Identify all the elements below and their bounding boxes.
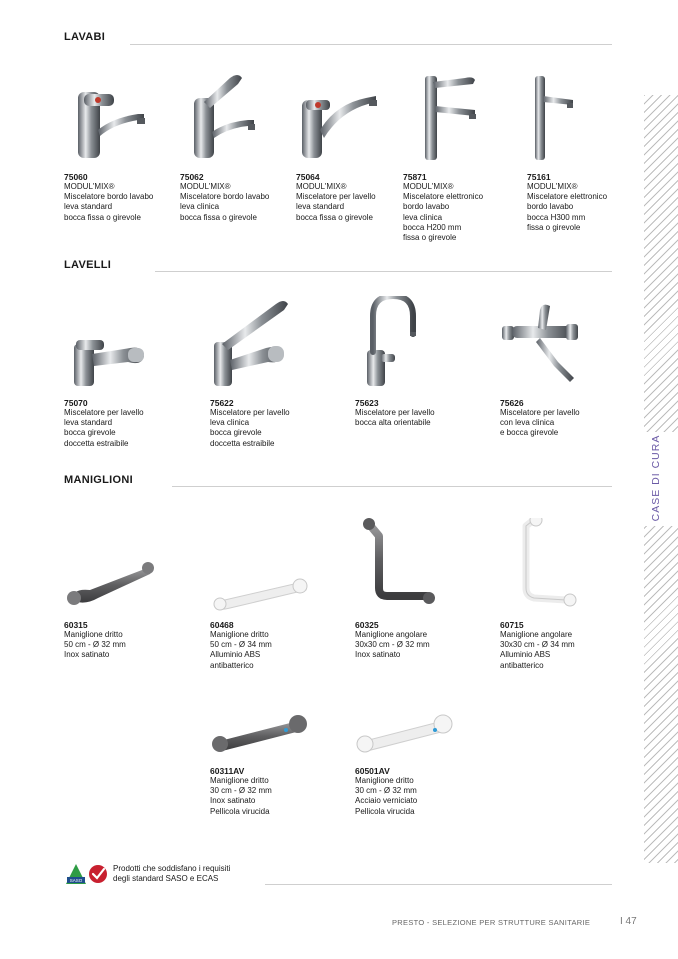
product-desc: Maniglione dritto bbox=[210, 776, 269, 785]
product-code: 75871 bbox=[403, 172, 427, 182]
product-75623 bbox=[355, 296, 465, 428]
product-desc: doccetta estraibile bbox=[210, 438, 275, 448]
product-desc: con leva clinica bbox=[500, 418, 555, 428]
product-code: 75623 bbox=[355, 398, 379, 408]
product-desc: Miscelatore per lavello bbox=[210, 408, 290, 417]
product-75871 bbox=[403, 70, 513, 243]
product-desc: bocca girevole bbox=[210, 428, 262, 438]
page-number: I 47 bbox=[620, 916, 637, 927]
product-code: 75060 bbox=[64, 172, 88, 182]
product-75622 bbox=[210, 296, 320, 449]
product-desc: MODUL'MIX® bbox=[180, 182, 231, 191]
saso-logo-text: SASO bbox=[69, 878, 83, 883]
product-desc: leva clinica bbox=[180, 202, 220, 212]
product-code: 75064 bbox=[296, 172, 320, 182]
product-desc: 30 cm - Ø 32 mm bbox=[355, 786, 417, 796]
product-desc: Miscelatore per lavello bbox=[64, 408, 144, 417]
product-desc: bordo lavabo bbox=[403, 202, 450, 212]
product-code: 60325 bbox=[355, 620, 379, 630]
product-desc: leva clinica bbox=[403, 212, 443, 222]
product-desc: MODUL'MIX® bbox=[403, 182, 454, 191]
certification-logos bbox=[64, 860, 108, 888]
certification-line: Prodotti che soddisfano i requisiti bbox=[113, 864, 231, 873]
product-desc: Miscelatore bordo lavabo bbox=[64, 192, 154, 202]
product-desc: Pellicola virucida bbox=[210, 806, 270, 816]
product-75062 bbox=[180, 70, 290, 223]
faucet-image bbox=[64, 70, 164, 170]
product-75626 bbox=[500, 296, 610, 439]
product-desc: 50 cm - Ø 34 mm bbox=[210, 640, 272, 650]
product-desc: 30 cm - Ø 32 mm bbox=[210, 786, 272, 796]
product-desc: Miscelatore bordo lavabo bbox=[180, 192, 270, 202]
product-desc: bocca girevole bbox=[64, 428, 116, 438]
footer-text: PRESTO - SELEZIONE PER STRUTTURE SANITARIE bbox=[392, 918, 591, 927]
product-desc: doccetta estraibile bbox=[64, 438, 129, 448]
product-desc: leva clinica bbox=[210, 418, 250, 428]
product-desc: MODUL'MIX® bbox=[64, 182, 115, 191]
faucet-image bbox=[210, 296, 310, 396]
faucet-image bbox=[64, 296, 164, 396]
certification-rule bbox=[265, 884, 612, 885]
product-75060 bbox=[64, 70, 174, 223]
product-60501AV bbox=[355, 664, 465, 817]
product-desc: leva standard bbox=[64, 202, 113, 212]
product-desc: 50 cm - Ø 32 mm bbox=[64, 640, 126, 650]
grab-bar-image bbox=[210, 518, 310, 618]
product-60315 bbox=[64, 518, 174, 661]
section-rule bbox=[130, 44, 612, 45]
grab-bar-image bbox=[355, 518, 455, 618]
certification-line: degli standard SASO e ECAS bbox=[113, 874, 219, 883]
product-code: 60501AV bbox=[355, 766, 390, 776]
product-desc: fissa o girevole bbox=[403, 233, 457, 243]
product-desc: MODUL'MIX® bbox=[527, 182, 578, 191]
product-code: 60315 bbox=[64, 620, 88, 630]
product-desc: bocca alta orientabile bbox=[355, 418, 431, 428]
product-desc: bocca H200 mm bbox=[403, 222, 462, 232]
product-60468 bbox=[210, 518, 320, 671]
product-desc: antibatterico bbox=[210, 660, 254, 670]
product-desc: 30x30 cm - Ø 34 mm bbox=[500, 640, 575, 650]
product-desc: leva standard bbox=[64, 418, 113, 428]
product-desc: bocca fissa o girevole bbox=[64, 212, 141, 222]
product-desc: Maniglione dritto bbox=[210, 630, 269, 639]
product-desc: Miscelatore elettronico bbox=[527, 192, 608, 202]
certification-text bbox=[113, 864, 230, 884]
product-75064 bbox=[296, 70, 406, 223]
grab-bar-image bbox=[64, 518, 164, 618]
product-desc: Pellicola virucida bbox=[355, 806, 415, 816]
product-code: 60311AV bbox=[210, 766, 245, 776]
product-desc: Inox satinato bbox=[355, 650, 401, 660]
section-rule bbox=[172, 486, 612, 487]
product-75070 bbox=[64, 296, 174, 449]
product-desc: Maniglione dritto bbox=[64, 630, 123, 639]
product-desc: bocca fissa o girevole bbox=[180, 212, 257, 222]
grab-bar-image bbox=[355, 664, 455, 764]
section-title-lavabi: LAVABI bbox=[64, 31, 106, 43]
section-title-maniglioni: MANIGLIONI bbox=[64, 474, 133, 486]
section-title-lavelli: LAVELLI bbox=[64, 259, 112, 271]
product-60715 bbox=[500, 518, 610, 671]
section-rule bbox=[155, 271, 612, 272]
faucet-image bbox=[403, 70, 503, 170]
product-desc: Maniglione angolare bbox=[355, 630, 428, 639]
product-desc: antibatterico bbox=[500, 660, 544, 670]
product-code: 60468 bbox=[210, 620, 234, 630]
product-code: 75062 bbox=[180, 172, 204, 182]
product-code: 75626 bbox=[500, 398, 524, 408]
product-desc: Maniglione angolare bbox=[500, 630, 573, 639]
product-desc: Alluminio ABS bbox=[210, 650, 261, 660]
product-desc: MODUL'MIX® bbox=[296, 182, 347, 191]
product-desc: Inox satinato bbox=[210, 796, 256, 806]
product-desc: Miscelatore per lavello bbox=[296, 192, 376, 202]
product-desc: fissa o girevole bbox=[527, 222, 581, 232]
product-code: 75161 bbox=[527, 172, 551, 182]
grab-bar-image bbox=[500, 518, 600, 618]
product-desc: Alluminio ABS bbox=[500, 650, 551, 660]
product-desc: Maniglione dritto bbox=[355, 776, 414, 785]
product-desc: Miscelatore per lavello bbox=[355, 408, 435, 417]
faucet-image bbox=[355, 296, 455, 396]
product-desc: bocca fissa o girevole bbox=[296, 212, 373, 222]
product-desc: Acciaio verniciato bbox=[355, 796, 418, 806]
faucet-image bbox=[296, 70, 396, 170]
product-desc: leva standard bbox=[296, 202, 345, 212]
product-60311AV bbox=[210, 664, 320, 817]
product-desc: Miscelatore elettronico bbox=[403, 192, 484, 202]
product-60325 bbox=[355, 518, 465, 661]
sidebar-label: CASE DI CURA bbox=[650, 434, 662, 522]
product-desc: Inox satinato bbox=[64, 650, 110, 660]
product-desc: bordo lavabo bbox=[527, 202, 574, 212]
product-75161 bbox=[527, 70, 637, 233]
grab-bar-image bbox=[210, 664, 310, 764]
product-code: 75622 bbox=[210, 398, 234, 408]
product-desc: 30x30 cm - Ø 32 mm bbox=[355, 640, 430, 650]
faucet-image bbox=[180, 70, 280, 170]
faucet-image bbox=[527, 70, 627, 170]
product-desc: Miscelatore per lavello bbox=[500, 408, 580, 417]
product-code: 75070 bbox=[64, 398, 88, 408]
product-code: 60715 bbox=[500, 620, 524, 630]
product-desc: e bocca girevole bbox=[500, 428, 559, 438]
product-desc: bocca H300 mm bbox=[527, 212, 586, 222]
faucet-image bbox=[500, 296, 600, 396]
